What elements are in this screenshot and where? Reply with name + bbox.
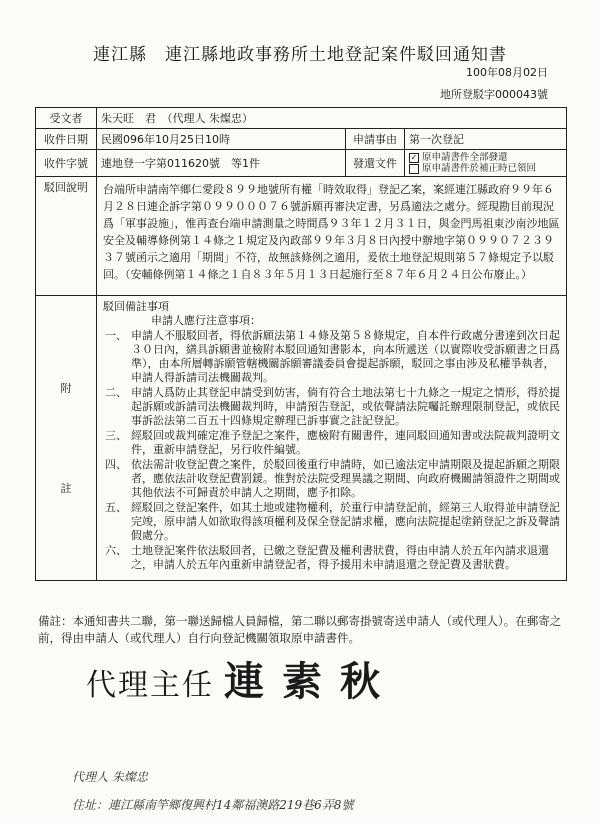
reason-label: 申請事由 xyxy=(346,129,405,150)
handwritten-agent: 代理人 朱燦忠 xyxy=(72,770,148,784)
document-title: 連江縣 連江縣地政事務所土地登記案件駁回通知書 xyxy=(93,45,507,65)
footnote: 備註：本通知書共二聯，第一聯送歸檔人員歸檔，第二聯以郵寄掛號寄送申請人（或代理人）。在郵寄之前，得由申請人（或代理人）自行向登記機關領取原申請書件。 xyxy=(38,614,562,645)
receive-number-value: 連地登一字第011620號 等1件 xyxy=(97,150,346,177)
reason-value: 第一次登記 xyxy=(405,129,567,150)
notes-subtitle: 申請人應行注意事項： xyxy=(151,314,261,327)
note-item xyxy=(103,458,560,500)
note-text: 經駁回或裁判確定准予登記之案件，應檢附有關書件，連同駁回通知書或法院裁判證明文件，重新申請登記，另行收件編號。 xyxy=(131,429,560,456)
note-number: 三、 xyxy=(105,429,127,442)
checkbox-empty-icon xyxy=(409,164,419,174)
recipient-label: 受文者 xyxy=(36,108,97,129)
note-text: 經駁回之登記案件，如其土地或建物權利，於重行申請登記前，經第三人取得並申請登記完竣，原申請人如欲取得該項權利及保全登記請求權，應向法院提起塗銷登記之訴及聲請假處分。 xyxy=(131,501,560,542)
notes-body xyxy=(97,296,567,581)
reject-reason-label: 駁回說明 xyxy=(36,177,97,296)
notes-side-char-2: 註 xyxy=(60,482,72,495)
recipient-value: 朱天旺 君 （代理人 朱燦忠） xyxy=(97,108,567,129)
note-number: 四、 xyxy=(105,458,127,471)
stamp-name: 連素秋 xyxy=(224,658,398,705)
note-number: 一、 xyxy=(105,329,127,342)
note-number: 六、 xyxy=(105,544,127,557)
handwritten-address: 住址：連江縣南竿鄉復興村14鄰福澳路219巷6弄8號 xyxy=(72,798,354,812)
notes-title: 駁回備註事項 xyxy=(103,300,169,313)
note-item xyxy=(103,386,560,428)
returned-docs-label: 發還文件 xyxy=(346,150,405,177)
note-text: 申請人爲防止其登記申請受到妨害，倘有符合土地法第七十九條之一規定之情形，得於提起訴願或訴請司法機關裁判時，申請預告登記，或依聲請法院囑託辦理限制登記，或依民事訴訟法第二百五十四條規定辦理已訴事實之註記登記。 xyxy=(131,386,560,427)
checkbox-checked-icon: ✓ xyxy=(410,152,418,162)
receive-date-label: 收件日期 xyxy=(36,129,97,150)
receive-date-value: 民國096年10月25日10時 xyxy=(97,129,346,150)
note-text: 土地登記案件依法駁回者，已繳之登記費及權利書狀費，得由申請人於五年內請求退還之，申請人於五年內重新申請登記者，得予援用未申請退還之登記費及書狀費。 xyxy=(131,544,549,571)
receive-number-label: 收件字號 xyxy=(36,150,97,177)
official-stamp xyxy=(86,650,398,707)
issue-date: 100年08月02日 xyxy=(466,66,548,79)
notes-side-char-1: 附 xyxy=(60,382,72,395)
notice-table xyxy=(35,107,567,581)
docs-option-collected-label: 原申請書件於補正時已領回 xyxy=(422,163,537,174)
returned-docs-options xyxy=(405,150,567,177)
note-item xyxy=(103,544,560,572)
docs-option-collected xyxy=(409,163,562,174)
notes-side-label xyxy=(36,296,97,581)
docs-option-all-returned xyxy=(409,152,562,163)
note-text: 依法需計收登記費之案件，於駁回後重行申請時，如已逾法定申請期限及提起訴願之期限者，應依法計收登記費罰鍰。惟對於法院受理異議之期間、向政府機關請領證件之期間或其他依法不可歸責於申請人之期間，應予扣除。 xyxy=(131,458,560,499)
note-number: 二、 xyxy=(105,386,127,399)
note-item xyxy=(103,429,560,457)
document-number: 地所登駁字000043號 xyxy=(440,88,548,101)
docs-option-all-returned-label: 原申請書件全部發還 xyxy=(422,152,508,163)
stamp-title: 代理主任 xyxy=(86,668,214,703)
reject-reason-body: 台端所申請南竿鄉仁愛段８９９地號所有權「時效取得」登記乙案，案經連江縣政府９９年６月２８日連企訴字第０９９０００７６號訴願再審決定書，另爲適法之處分。經現勘目前現況爲「軍事設施」，惟再查台端申請測量之時間爲９３年１２月３１日，與金門馬祖東沙南沙地區安全及輔導條例第１４條之１規定及內政部９９年３月８日內授中辦地字第０９９０７２３９３７號函示之適用「期間」不符，故無該條例之適用，爰依土地登記規則第５７條規定予以駁回。（安輔條例第１４條之１自８３年５月１３日起施行至８７年６月２４日公布廢止。） xyxy=(97,177,567,296)
note-text: 申請人不服駁回者，得依訴願法第１４條及第５８條規定，自本件行政處分書達到次日起３０日內，繕具訴願書並檢附本駁回通知書影本，向本所遞送（以實際收受訴願書之日爲準），由本所層轉訴願管轄機關訴願審議委員會提起訴願，駁回之事由涉及私權爭執者，申請人得訴請司法機關裁判。 xyxy=(131,329,560,384)
note-item xyxy=(103,501,560,543)
notes-list xyxy=(103,329,560,572)
note-item xyxy=(103,329,560,385)
note-number: 五、 xyxy=(105,501,127,514)
